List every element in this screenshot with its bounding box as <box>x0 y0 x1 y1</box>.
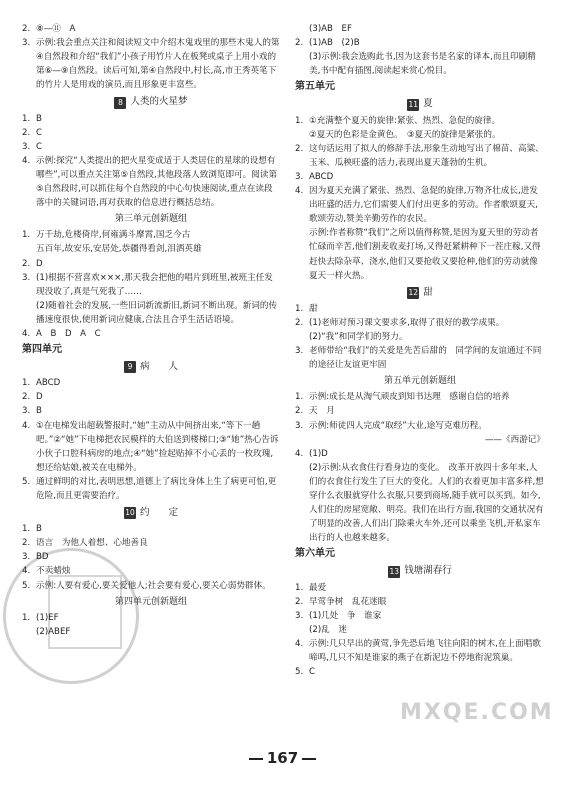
answer-text: 示例:师徒四人完成“取经”大业,途写克难历程。 <box>309 420 487 431</box>
answers-block <box>22 112 280 211</box>
lesson-heading-12 <box>295 286 545 300</box>
answer-text: B <box>36 113 42 124</box>
answer-text: (3)AB EF <box>309 24 352 34</box>
answer-item <box>22 475 280 503</box>
answer-text: ⑧—⑪ A <box>36 24 76 34</box>
answer-number: 2. <box>22 258 31 269</box>
answers-block <box>295 22 545 78</box>
page-number-value: 167 <box>266 749 299 767</box>
answer-item <box>295 595 545 609</box>
lesson-title: 病 人 <box>139 361 178 373</box>
answer-item <box>295 302 545 316</box>
answer-number: 2. <box>295 38 304 49</box>
answer-text: B <box>36 524 42 535</box>
answer-text: C <box>36 141 43 152</box>
answer-item <box>295 184 545 226</box>
answer-text: (2)“我”和同学们的努力。 <box>309 331 408 342</box>
answer-text: 示例:人要有爱心,要关爱他人;社会要有爱心,要关心弱势群体。 <box>36 580 271 591</box>
lesson-title: 甜 <box>423 286 433 298</box>
answer-item <box>295 142 545 170</box>
answer-number: 3. <box>295 346 304 357</box>
answer-text: B <box>36 406 42 417</box>
answer-text: 示例:探究“人类提出的把火星变成适于人类居住的星球的设想有哪些”,可以重点关注第⑤自然段,其他段落人致浏览即可。阅读第⑤自然段时,可以抓住每个自然段的中心句快速阅读,重点在读段落中的关键词语,再对获取的信息进行概括总结。 <box>36 155 278 209</box>
answer-item <box>295 226 545 282</box>
answer-item <box>295 390 545 404</box>
answer-text: (1)老师对预习课文要求多,取得了很好的教学成果。 <box>309 317 505 328</box>
answer-item <box>22 419 280 475</box>
answer-number: 1. <box>295 582 304 593</box>
answer-number <box>295 22 309 36</box>
answer-item <box>22 327 280 341</box>
answer-item <box>295 665 545 679</box>
answer-number: 2. <box>22 538 31 549</box>
answer-item <box>22 550 280 564</box>
answer-text: 因为夏天充满了紧张、热烈、急促的旋律,万物齐壮成长,进发出旺盛的活力,它们需要人们付出更多的劳动。作者歌颂夏天,歌颂劳动,赞美辛勤劳作的农民。 <box>309 186 538 225</box>
answer-number: 1. <box>295 303 304 314</box>
answer-item <box>295 344 545 372</box>
answer-number: 1. <box>22 378 31 389</box>
answer-text: ①充满整个夏天的旋律:紧张、热烈、急促的旋律。 <box>309 115 501 126</box>
answer-number: 5. <box>22 580 31 591</box>
answer-text: A B D A C <box>36 328 101 339</box>
lesson-number-badge: 10 <box>125 508 135 518</box>
answer-number: 4. <box>295 186 304 197</box>
answer-number <box>22 625 36 639</box>
lesson-title: 夏 <box>423 98 433 110</box>
answer-text: ABCD <box>309 171 334 182</box>
answer-number: 1. <box>22 524 31 535</box>
answer-text: 天 月 <box>309 406 335 417</box>
answer-number: 1. <box>22 612 31 623</box>
answers-block <box>22 376 280 503</box>
page-number-dash <box>249 758 263 760</box>
answer-item <box>295 114 545 128</box>
answer-item <box>295 36 545 50</box>
answer-number: 4. <box>22 155 31 166</box>
answer-text: (1)EF <box>36 612 59 623</box>
page-number-dash <box>302 758 316 760</box>
answer-text: ②夏天的色彩是金黄色。 ③夏天的旋律是紧张的。 <box>309 129 501 140</box>
answer-item <box>22 625 280 639</box>
lesson-heading-8 <box>22 95 280 109</box>
answers-block <box>22 22 280 92</box>
answers-block <box>295 302 545 372</box>
answer-item <box>22 522 280 536</box>
lesson-title: 约 定 <box>139 507 178 519</box>
answer-item <box>22 376 280 390</box>
answer-number <box>22 299 36 327</box>
answer-item <box>22 126 280 140</box>
answer-number: 1. <box>22 113 31 124</box>
answer-number: 2. <box>295 406 304 417</box>
answer-text: (1)几处 争 谁家 <box>309 610 382 621</box>
answer-text: 早莺争树 乱花迷眼 <box>309 596 387 607</box>
answer-item <box>295 461 545 546</box>
answer-item <box>22 36 280 92</box>
answers-block <box>22 228 280 341</box>
answer-number <box>295 226 309 282</box>
answer-text: 甜 <box>309 303 318 314</box>
answer-text: 最爱 <box>309 582 327 593</box>
answer-number: 3. <box>22 406 31 417</box>
answer-text: 这句话运用了拟人的修辞手法,形象生动地写出了棉苗、高粱、玉米、瓜秧旺盛的活力,表现出夏天蓬勃的生机。 <box>309 143 544 168</box>
lesson-number-badge: 11 <box>408 99 418 109</box>
answer-item <box>295 330 545 344</box>
page-number <box>0 749 565 767</box>
answer-text: BD <box>36 552 49 563</box>
answer-text: (2)示例:从衣食住行看身边的变化。 改革开放四十多年来,人们的衣食住行发生了巨大的变化。人们的衣着更加丰富多样,想穿什么衣服就穿什么衣服,只要到商场,随手就可以买到。如今,人们住的房屋宽敞、明亮。我们在出行方面,我国的交通状况有了明显的改善,人们出门除乘火车外,还可以乘坐飞机,开私家车出行的人也越来越多。 <box>309 462 544 544</box>
answer-item <box>295 447 545 461</box>
answer-text: (2)乱 迷 <box>309 624 347 635</box>
answer-text: 通过鲜明的对比,表明思想,道德上了病比身体上生了病更可怕,更危险,而且更需要治疗。 <box>36 476 277 501</box>
lesson-heading-9 <box>22 360 280 374</box>
answer-text: (1)根据不营喜欢×××,那天我会把他的唱片到班里,被班主任发现没收了,真是气死我了…… <box>36 272 273 297</box>
lesson-heading-11 <box>295 97 545 111</box>
answer-number: 3. <box>295 171 304 182</box>
group-heading: 第四单元创新题组 <box>114 596 187 607</box>
answer-item <box>22 257 280 271</box>
answer-item <box>295 637 545 665</box>
answer-item <box>295 22 545 36</box>
answer-number <box>295 50 309 78</box>
answer-number: 3. <box>295 420 304 431</box>
answer-item <box>295 170 545 184</box>
answer-text: 五百年,故安乐,安居处,恭疆得看剑,泪洒英雄 <box>36 244 202 255</box>
answer-item <box>22 140 280 154</box>
answer-item <box>22 390 280 404</box>
answers-block <box>295 390 545 545</box>
answer-number: 3. <box>295 610 304 621</box>
answer-number: 4. <box>22 420 31 431</box>
answer-text: (1)AB (2)B <box>309 38 360 49</box>
answer-item <box>22 611 280 625</box>
watermark: MXQE.COM <box>400 700 554 725</box>
answer-number <box>295 128 309 142</box>
answer-item <box>295 50 545 78</box>
answer-item <box>22 299 280 327</box>
answer-text: C <box>36 127 43 138</box>
answer-item <box>295 128 545 142</box>
answer-number: 1. <box>22 230 31 241</box>
answer-item <box>22 22 280 36</box>
answers-block <box>295 114 545 283</box>
answer-number: 2. <box>22 24 31 34</box>
left-column <box>22 22 280 639</box>
answer-text: (2)随着社会的发展,一些旧词新流新旧,新词不断出现。新词的传播速度很快,使用新词应健康,合法且合乎生活话语境。 <box>36 300 278 325</box>
answer-item <box>22 536 280 550</box>
answer-number: 4. <box>295 638 304 649</box>
answer-text: 不卖蜡烛 <box>36 566 71 577</box>
answer-text: D <box>36 258 43 269</box>
answers-block <box>22 522 280 592</box>
answer-text: 示例:几只早出的黄莺,争先恐后地飞往向阳的树木,在上面唱歌啼鸣,几只不知是谁家的燕子在新泥边不停地衔泥筑巢。 <box>309 638 541 664</box>
answer-number: 2. <box>295 596 304 607</box>
answer-number: 3. <box>22 272 31 283</box>
answer-item <box>295 609 545 623</box>
unit-heading: 第四单元 <box>22 344 62 356</box>
answer-item <box>22 404 280 418</box>
answer-text: C <box>309 667 316 678</box>
answer-number: 4. <box>22 566 31 577</box>
answer-number: 1. <box>295 115 304 126</box>
answer-text: 老师带给“我们”的关爱是先苦后甜的 同学间的友谊通过不同的途径让友谊更牢固 <box>309 346 542 371</box>
lesson-title: 钱塘湖春行 <box>404 565 452 577</box>
answer-text: (2)ABEF <box>36 626 71 637</box>
answer-number: 3. <box>22 141 31 152</box>
lesson-heading-10 <box>22 506 280 520</box>
answer-number <box>295 623 309 637</box>
answer-number <box>295 461 309 546</box>
answer-item <box>22 242 280 256</box>
answer-text: 万千劫,危楼倚岸,何雍满斗摩霄,国乏今古 <box>36 230 191 241</box>
group-heading: 第五单元创新题组 <box>383 376 456 387</box>
unit-heading: 第六单元 <box>295 548 335 560</box>
answer-item <box>22 579 280 593</box>
lesson-number-badge: 8 <box>114 97 126 109</box>
lesson-number-badge: 12 <box>408 287 418 297</box>
answer-item <box>295 623 545 637</box>
answer-item <box>295 581 545 595</box>
answer-item <box>22 154 280 210</box>
answer-item <box>22 271 280 299</box>
answer-item <box>22 228 280 242</box>
answer-text: D <box>36 392 43 403</box>
answer-number: 2. <box>22 392 31 403</box>
answer-item <box>295 316 545 330</box>
group-heading: 第三单元创新题组 <box>114 214 187 225</box>
lesson-title: 人类的火星梦 <box>130 96 188 108</box>
lesson-number-badge: 13 <box>389 566 399 576</box>
answer-number: 3. <box>22 552 31 563</box>
answer-item <box>22 112 280 126</box>
answer-number <box>295 330 309 344</box>
answer-number: 2. <box>22 127 31 138</box>
answer-text: (3)示例:我会选购此书,因为这套书是名家的译本,而且印刷精美,书中配有插图,阅读起来赏心悦目。 <box>309 52 536 77</box>
answer-text: 示例:成长是从淘气顽皮到知书达理 感谢自信的培养 <box>309 392 510 403</box>
answer-text: ①在电梯发出超载警报时,“她”主动从中间挤出来,“等下一趟吧。”②“她”下电梯把农民模样的大伯送到楼梯口;③“她”热心告诉小伙子口腔科病房的地点;④“她”捡起贴掉不小心丢的一枚玫瑰,想还给姑娘,被关在电梯外。 <box>36 420 279 473</box>
unit-heading: 第五单元 <box>295 81 335 93</box>
source-citation: ——《西游记》 <box>484 434 545 445</box>
answer-number <box>22 242 36 256</box>
answer-text: (1)D <box>309 448 328 459</box>
answer-number: 4. <box>22 328 31 339</box>
answer-number: 5. <box>295 667 304 678</box>
answer-number: 1. <box>295 392 304 403</box>
right-column <box>295 22 545 679</box>
answers-block <box>295 581 545 680</box>
answer-number: 3. <box>22 38 31 49</box>
answer-text: 示例:作者称赞“我们”之所以值得称赞,是因为夏天里的劳动者忙碌而辛苦,他们割麦收麦打场,又得赶紧耕种下一茬庄稼,又得赶快去除杂草、浇水,他们又要抢收又要抢种,他们的劳动就像夏天一样火热。 <box>309 228 541 281</box>
lesson-heading-13 <box>295 564 545 578</box>
answer-number: 4. <box>295 448 304 459</box>
answer-number: 2. <box>295 317 304 328</box>
answer-item <box>295 404 545 418</box>
answer-number: 5. <box>22 476 31 487</box>
answer-item <box>22 564 280 578</box>
answer-number: 2. <box>295 143 304 154</box>
answer-item <box>295 419 545 433</box>
answer-text: 语言 为他人着想、心地善良 <box>36 538 148 549</box>
answer-text: ABCD <box>36 378 61 389</box>
answers-block <box>22 611 280 639</box>
lesson-number-badge: 9 <box>124 361 136 373</box>
answer-text: 示例:我会重点关注和阅读短文中介绍木鬼戏里的那些木鬼人的第④自然段和介绍“我们”小孩子用竹片人在板凳或桌子上用小戏的第⑥—⑨自然段。读后可知,第④自然段中,村长,高,市王秀英笔下的竹片人是用戏的演员,而且形象更丰富些。 <box>36 38 280 91</box>
